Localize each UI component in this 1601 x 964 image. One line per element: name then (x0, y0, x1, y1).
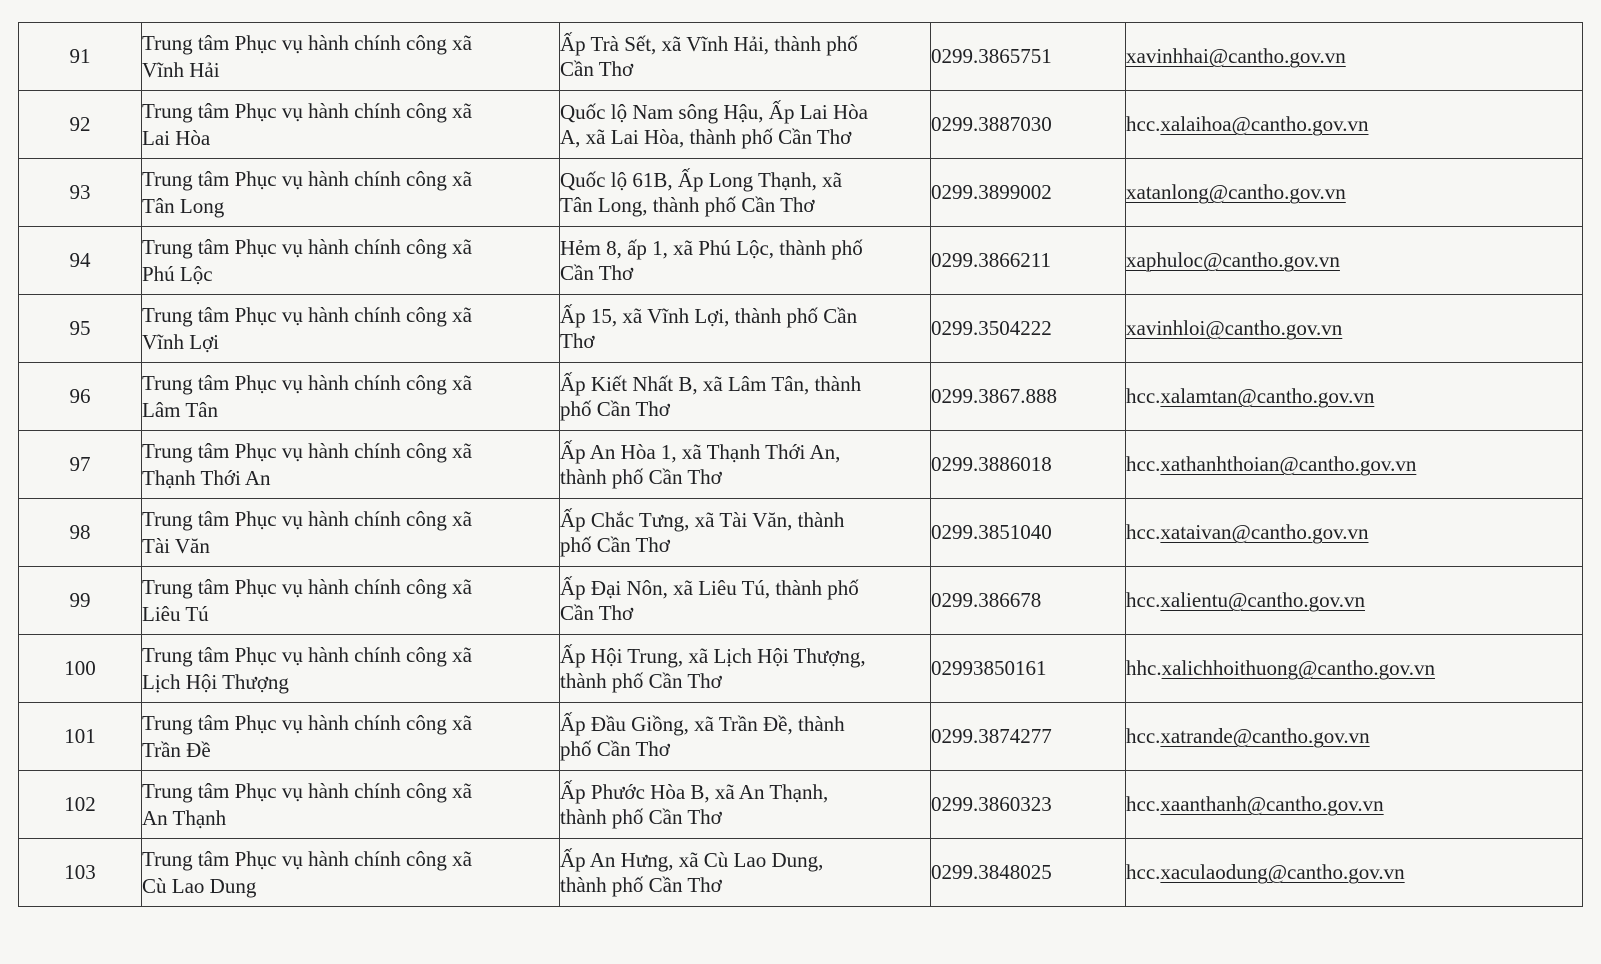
center-name-line-1: Trung tâm Phục vụ hành chính công xã (142, 778, 472, 803)
table-row (19, 431, 1583, 499)
address-line-2: Cần Thơ (560, 600, 634, 625)
center-name (142, 567, 560, 635)
center-name-line-1: Trung tâm Phục vụ hành chính công xã (142, 438, 472, 463)
address-line-2: phố Cần Thơ (560, 736, 670, 761)
email-link[interactable]: xaanthanh@cantho.gov.vn (1160, 792, 1384, 816)
address-line-2: thành phố Cần Thơ (560, 464, 722, 489)
address-line-2: thành phố Cần Thơ (560, 668, 722, 693)
phone-number: 0299.3899002 (931, 159, 1126, 227)
email-cell[interactable] (1126, 567, 1583, 635)
email-cell[interactable] (1126, 91, 1583, 159)
table-row (19, 159, 1583, 227)
center-name (142, 431, 560, 499)
center-name-line-2: Lâm Tân (142, 397, 219, 422)
email-prefix: hcc. (1126, 112, 1161, 136)
address-line-1: Ấp Chắc Tưng, xã Tài Văn, thành (560, 507, 845, 532)
row-number: 98 (19, 499, 142, 567)
phone-number: 0299.3867.888 (931, 363, 1126, 431)
email-cell[interactable] (1126, 363, 1583, 431)
center-name-line-1: Trung tâm Phục vụ hành chính công xã (142, 234, 472, 259)
table-row (19, 227, 1583, 295)
table-row (19, 635, 1583, 703)
email-link[interactable]: xalamtan@cantho.gov.vn (1160, 384, 1375, 408)
table-row (19, 23, 1583, 91)
email-prefix: hcc. (1126, 724, 1161, 748)
email-link[interactable]: xaphuloc@cantho.gov.vn (1126, 248, 1340, 272)
address-line-1: Ấp Đầu Giồng, xã Trần Đề, thành (560, 711, 845, 736)
address-line-2: Tân Long, thành phố Cần Thơ (560, 192, 815, 217)
address-line-1: Quốc lộ 61B, Ấp Long Thạnh, xã (560, 167, 842, 192)
center-name-line-1: Trung tâm Phục vụ hành chính công xã (142, 98, 472, 123)
center-name (142, 295, 560, 363)
table-row (19, 91, 1583, 159)
email-link[interactable]: xatrande@cantho.gov.vn (1160, 724, 1370, 748)
address-line-1: Ấp Phước Hòa B, xã An Thạnh, (560, 779, 829, 804)
email-cell[interactable] (1126, 771, 1583, 839)
row-number: 103 (19, 839, 142, 907)
email-cell[interactable] (1126, 159, 1583, 227)
email-cell[interactable] (1126, 635, 1583, 703)
center-address (560, 227, 931, 295)
center-name (142, 499, 560, 567)
center-name-line-1: Trung tâm Phục vụ hành chính công xã (142, 166, 472, 191)
center-name-line-2: Trần Đề (142, 737, 211, 762)
table-row (19, 771, 1583, 839)
center-name (142, 771, 560, 839)
phone-number: 0299.3860323 (931, 771, 1126, 839)
address-line-2: A, xã Lai Hòa, thành phố Cần Thơ (560, 124, 852, 149)
phone-number: 0299.3865751 (931, 23, 1126, 91)
center-name-line-1: Trung tâm Phục vụ hành chính công xã (142, 710, 472, 735)
center-address (560, 499, 931, 567)
address-line-2: thành phố Cần Thơ (560, 804, 722, 829)
email-link[interactable]: xatanlong@cantho.gov.vn (1126, 180, 1346, 204)
address-line-1: Ấp Trà Sết, xã Vĩnh Hải, thành phố (560, 31, 858, 56)
center-address (560, 363, 931, 431)
center-name-line-2: Vĩnh Lợi (142, 329, 220, 354)
center-address (560, 771, 931, 839)
center-address (560, 567, 931, 635)
address-line-1: Quốc lộ Nam sông Hậu, Ấp Lai Hòa (560, 99, 868, 124)
email-cell[interactable] (1126, 839, 1583, 907)
phone-number: 0299.3851040 (931, 499, 1126, 567)
row-number: 92 (19, 91, 142, 159)
email-cell[interactable] (1126, 23, 1583, 91)
address-line-2: thành phố Cần Thơ (560, 872, 722, 897)
row-number: 101 (19, 703, 142, 771)
address-line-2: Cần Thơ (560, 260, 634, 285)
email-prefix: hcc. (1126, 520, 1161, 544)
phone-number: 0299.386678 (931, 567, 1126, 635)
email-prefix: hhc. (1126, 656, 1162, 680)
phone-number: 02993850161 (931, 635, 1126, 703)
center-address (560, 295, 931, 363)
email-prefix: hcc. (1126, 860, 1161, 884)
table-row (19, 363, 1583, 431)
row-number: 99 (19, 567, 142, 635)
center-name (142, 635, 560, 703)
address-line-2: phố Cần Thơ (560, 532, 670, 557)
table-row (19, 499, 1583, 567)
center-name-line-2: Vĩnh Hải (142, 57, 220, 82)
email-prefix: hcc. (1126, 384, 1161, 408)
email-cell[interactable] (1126, 703, 1583, 771)
row-number: 96 (19, 363, 142, 431)
center-name-line-1: Trung tâm Phục vụ hành chính công xã (142, 574, 472, 599)
center-name (142, 839, 560, 907)
email-link[interactable]: xavinhhai@cantho.gov.vn (1126, 44, 1346, 68)
center-name-line-2: Lai Hòa (142, 125, 211, 150)
email-cell[interactable] (1126, 295, 1583, 363)
center-address (560, 635, 931, 703)
row-number: 100 (19, 635, 142, 703)
center-address (560, 703, 931, 771)
center-name (142, 227, 560, 295)
table-row (19, 567, 1583, 635)
center-name-line-2: Lịch Hội Thượng (142, 669, 289, 694)
center-name-line-2: Tân Long (142, 193, 225, 218)
address-line-1: Ấp Hội Trung, xã Lịch Hội Thượng, (560, 643, 866, 668)
service-center-table (18, 22, 1583, 907)
email-cell[interactable] (1126, 227, 1583, 295)
phone-number: 0299.3874277 (931, 703, 1126, 771)
center-name (142, 159, 560, 227)
email-link[interactable]: xalaihoa@cantho.gov.vn (1160, 112, 1369, 136)
center-name (142, 91, 560, 159)
address-line-2: Cần Thơ (560, 56, 634, 81)
address-line-1: Ấp Kiết Nhất B, xã Lâm Tân, thành (560, 371, 862, 396)
email-link[interactable]: xaculaodung@cantho.gov.vn (1160, 860, 1405, 884)
center-name-line-2: Phú Lộc (142, 261, 213, 286)
center-address (560, 431, 931, 499)
email-link[interactable]: xalichhoithuong@cantho.gov.vn (1161, 656, 1436, 680)
phone-number: 0299.3887030 (931, 91, 1126, 159)
center-name-line-2: Cù Lao Dung (142, 873, 257, 898)
row-number: 95 (19, 295, 142, 363)
table-row (19, 839, 1583, 907)
row-number: 102 (19, 771, 142, 839)
center-name-line-1: Trung tâm Phục vụ hành chính công xã (142, 846, 472, 871)
center-address (560, 839, 931, 907)
row-number: 94 (19, 227, 142, 295)
center-name-line-1: Trung tâm Phục vụ hành chính công xã (142, 370, 472, 395)
center-address (560, 159, 931, 227)
center-name (142, 703, 560, 771)
center-name-line-1: Trung tâm Phục vụ hành chính công xã (142, 30, 472, 55)
email-link[interactable]: xalientu@cantho.gov.vn (1160, 588, 1366, 612)
address-line-2: phố Cần Thơ (560, 396, 670, 421)
center-address (560, 23, 931, 91)
row-number: 93 (19, 159, 142, 227)
email-prefix: hcc. (1126, 792, 1161, 816)
center-name-line-2: Thạnh Thới An (142, 465, 271, 490)
center-name (142, 363, 560, 431)
email-link[interactable]: xathanhthoian@cantho.gov.vn (1160, 452, 1417, 476)
center-address (560, 91, 931, 159)
center-name-line-2: Liêu Tú (142, 601, 209, 626)
table-body (19, 23, 1583, 907)
address-line-1: Hẻm 8, ấp 1, xã Phú Lộc, thành phố (560, 235, 863, 260)
center-name-line-1: Trung tâm Phục vụ hành chính công xã (142, 642, 472, 667)
center-name-line-2: An Thạnh (142, 805, 227, 830)
email-prefix: hcc. (1126, 588, 1161, 612)
address-line-1: Ấp Đại Nôn, xã Liêu Tú, thành phố (560, 575, 859, 600)
center-name-line-1: Trung tâm Phục vụ hành chính công xã (142, 302, 472, 327)
address-line-2: Thơ (560, 328, 595, 353)
email-link[interactable]: xavinhloi@cantho.gov.vn (1126, 316, 1343, 340)
email-cell[interactable] (1126, 431, 1583, 499)
email-link[interactable]: xataivan@cantho.gov.vn (1160, 520, 1369, 544)
address-line-1: Ấp An Hưng, xã Cù Lao Dung, (560, 847, 824, 872)
table-row (19, 703, 1583, 771)
email-prefix: hcc. (1126, 452, 1161, 476)
row-number: 91 (19, 23, 142, 91)
email-cell[interactable] (1126, 499, 1583, 567)
center-name-line-1: Trung tâm Phục vụ hành chính công xã (142, 506, 472, 531)
table-row (19, 295, 1583, 363)
phone-number: 0299.3866211 (931, 227, 1126, 295)
row-number: 97 (19, 431, 142, 499)
address-line-1: Ấp An Hòa 1, xã Thạnh Thới An, (560, 439, 841, 464)
center-name (142, 23, 560, 91)
phone-number: 0299.3886018 (931, 431, 1126, 499)
center-name-line-2: Tài Văn (142, 533, 210, 558)
phone-number: 0299.3848025 (931, 839, 1126, 907)
phone-number: 0299.3504222 (931, 295, 1126, 363)
address-line-1: Ấp 15, xã Vĩnh Lợi, thành phố Cần (560, 303, 858, 328)
